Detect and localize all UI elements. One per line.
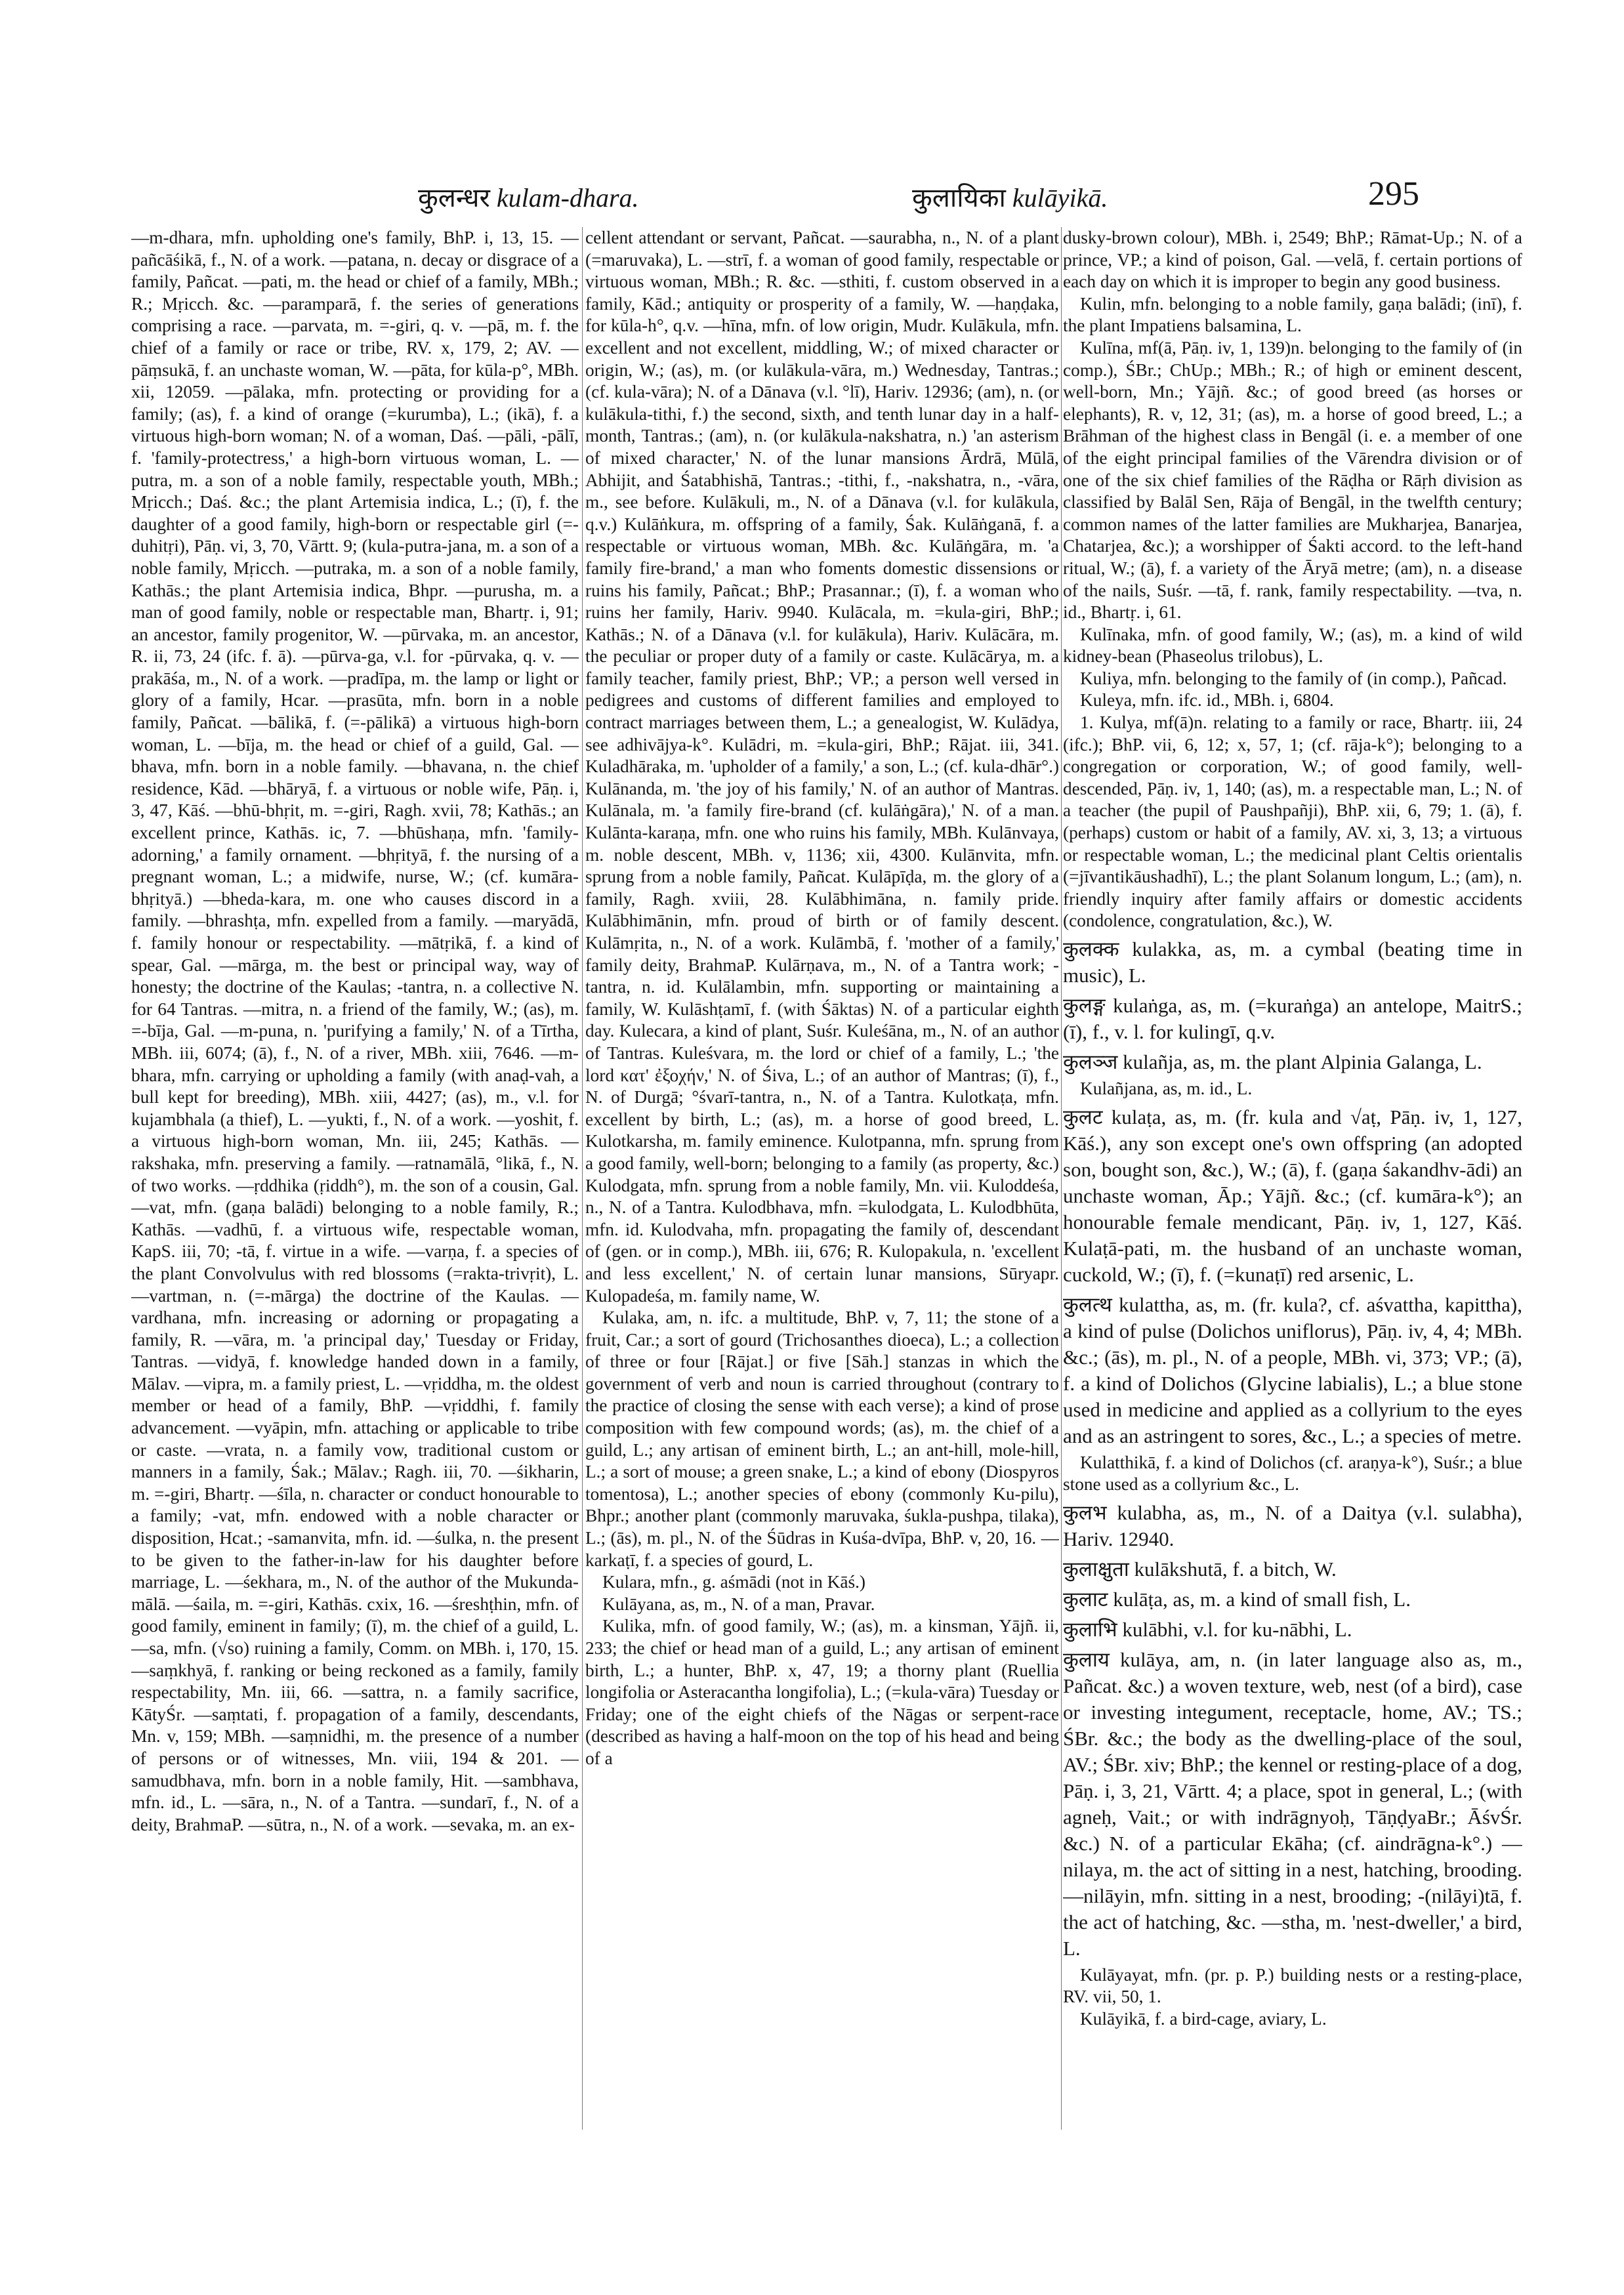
- headword-entry: कुलाभि kulābhi, v.l. for ku-nābhi, L.: [1063, 1617, 1352, 1641]
- right-head-transliteration: kulāyikā.: [1012, 183, 1108, 213]
- headword-entry: कुलत्थ kulattha, as, m. (fr. kula?, cf. aśvattha, kapittha), a kind of pulse (Dolichos uniflorus), Pāṇ. iv, 4, 4; MBh. &c.; (ās), m. pl., N. of a people, MBh. vi, 373; VP.; (ā), f. a kind of Dolichos (Glycine labialis), L.; a blue stone used in medicine and applied as a collyrium to the eyes and as an astringent to sores, &c., L.; a species of metre.: [1063, 1292, 1522, 1447]
- left-head-devanagari: कुलन्धर: [418, 183, 490, 213]
- headword-entry: कुलट kulaṭa, as, m. (fr. kula and √aṭ, Pāṇ. iv, 1, 127, Kāś.), any son except one's own offspring (an adopted son, bought son, &c.), W.; (ā), f. (gaṇa śakandhv-ādi) an unchaste woman, Āp.; Yājñ. &c.; (cf. kumāra-k°); an honourable female mendicant, Pāṇ. iv, 1, 127, Kāś. Kulaṭā-pati, m. the husband of an unchaste woman, cuckold, W.; (ī), f. (=kunaṭī) red arsenic, L.: [1063, 1105, 1522, 1286]
- dictionary-entry: Kulāyana, as, m., N. of a man, Pravar.: [602, 1594, 875, 1614]
- headword-entry: कुलञ्ज kulañja, as, m. the plant Alpinia Galanga, L.: [1063, 1050, 1482, 1073]
- column-divider: [1061, 227, 1062, 2130]
- right-running-head: [912, 178, 1108, 215]
- headword-entry: कुलाट kulāṭa, as, m. a kind of small fish, L.: [1063, 1587, 1411, 1611]
- dictionary-entry: dusky-brown colour), MBh. i, 2549; BhP.; Rāmat-Up.; N. of a prince, VP.; a kind of poison, Gal. —velā, f. certain portions of each day on which it is improper to begin any good business.: [1063, 228, 1522, 292]
- dictionary-entry: Kuleya, mfn. ifc. id., MBh. i, 6804.: [1080, 690, 1334, 711]
- column-1: [131, 227, 579, 2261]
- dictionary-entry: Kulāyayat, mfn. (pr. p. P.) building nests or a resting-place, RV. vii, 50, 1.: [1063, 1964, 1522, 2007]
- dictionary-entry: Kulāyikā, f. a bird-cage, aviary, L.: [1080, 2008, 1327, 2029]
- column-2: [585, 227, 1059, 2261]
- headword-entry: कुलक्क kulakka, as, m. a cymbal (beating time in music), L.: [1063, 938, 1522, 987]
- dictionary-entry: 1. Kulya, mf(ā)n. relating to a family or race, Bhartṛ. iii, 24 (ifc.); BhP. vii, 6, 12; x, 57, 1; (cf. rāja-k°); belonging to a congregation or corporation, W.; of good family, well-descended, Pāṇ. iv, 1, 140; (as), m. a respectable man, L.; N. of a teacher (the pupil of Paushpañji), BhP. xii, 6, 79; 1. (ā), f. (perhaps) custom or habit of a family, AV. xi, 3, 13; a virtuous or respectable woman, L.; the medicinal plant Celtis orientalis (=jīvantikāushadhī), L.; the plant Solanum longum, L.; (am), n. friendly inquiry after family affairs or domestic accidents (condolence, congratulation, &c.), W.: [1063, 713, 1522, 931]
- headword-entry: कुलङ्ग kulaṅga, as, m. (=kuraṅga) an antelope, MaitrS.; (ī), f., v. l. for kulingī, q.v.: [1063, 994, 1522, 1043]
- column-divider: [582, 227, 583, 2130]
- dictionary-entry: Kulaka, am, n. ifc. a multitude, BhP. v, 7, 11; the stone of a fruit, Car.; a sort of gourd (Trichosanthes dioeca), L.; a collection of three or four [Rājat.] or five [Sāh.] stanzas in which the government of verb and noun is carried throughout (contrary to the practice of closing the sense with each verse); a kind of prose composition with few compound words; (as), m. the chief of a guild, L.; any artisan of eminent birth, L.; an ant-hill, mole-hill, L.; a sort of mouse; a green snake, L.; a kind of ebony (Diospyros tomentosa), L.; another species of ebony (commonly Ku-pilu), Bhpr.; another plant (commonly maruvaka, śukla-pushpa, tilaka), L.; (ās), m. pl., N. of the Śūdras in Kuśa-dvīpa, BhP. v, 20, 16. —karkaṭī, f. a species of gourd, L.: [585, 1308, 1059, 1570]
- column-3: [1063, 227, 1522, 2261]
- running-header: [0, 175, 1624, 224]
- headword-entry: कुलभ kulabha, as, m., N. of a Daitya (v.l. sulabha), Hariv. 12940.: [1063, 1500, 1522, 1550]
- page-number: 295: [1368, 175, 1419, 213]
- left-head-transliteration: kulam-dhara.: [496, 183, 639, 213]
- dictionary-entry: Kulīnaka, mfn. of good family, W.; (as), m. a kind of wild kidney-bean (Phaseolus trilobus), L.: [1063, 624, 1522, 667]
- dictionary-entry: Kulin, mfn. belonging to a noble family, gaṇa balādi; (inī), f. the plant Impatiens balsamina, L.: [1063, 293, 1522, 336]
- headword-entry: कुलाक्षुता kulākshutā, f. a bitch, W.: [1063, 1557, 1337, 1581]
- dictionary-entry: Kulatthikā, f. a kind of Dolichos (cf. araṇya-k°), Suśr.; a blue stone used as a collyrium &c., L.: [1063, 1452, 1522, 1495]
- dictionary-entry: —m-dhara, mfn. upholding one's family, BhP. i, 13, 15. —pañcāśikā, f., N. of a work. —patana, n. decay or disgrace of a family, Pañcat. —pati, m. the head or chief of a family, MBh.; R.; Mṛicch. &c. —paramparā, f. the series of generations comprising a race. —parvata, m. =-giri, q. v. —pā, m. f. the chief of a family or race or tribe, RV. x, 179, 2; AV. —pāṃsukā, f. an unchaste woman, W. —pāta, for kūla-p°, MBh. xii, 12059. —pālaka, mfn. protecting or providing for a family; (as), f. a kind of orange (=kurumba), L.; (ikā), f. a virtuous high-born woman; N. of a woman, Daś. —pāli, -pālī, f. 'family-protectress,' a high-born virtuous woman, L. —putra, m. a son of a noble family, respectable youth, MBh.; Mṛicch.; Daś. &c.; the plant Artemisia indica, L.; (ī), f. the daughter of a good family, high-born or respectable girl (=-duhitṛi), Pāṇ. vi, 3, 70, Vārtt. 9; (kula-putra-jana, m. a son of a noble family, Mṛicch. —putraka, m. a son of a noble family, Kathās.; the plant Artemisia indica, Bhpr. —purusha, m. a man of good family, noble or respectable man, Bhartṛ. i, 91; an ancestor, family progenitor, W. —pūrvaka, m. an ancestor, R. ii, 73, 24 (ifc. f. ā). —pūrva-ga, v.l. for -pūrvaka, q. v. —prakāśa, m., N. of a work. —pradīpa, m. the lamp or light or glory of a family, Hcar. —prasūta, mfn. born in a noble family, Pañcat. —bālikā, f. (=-pālikā) a virtuous high-born woman, L. —bīja, m. the head or chief of a guild, Gal. —bhava, mfn. born in a noble family. —bhavana, n. the chief residence, Kād. —bhāryā, f. a virtuous or noble wife, Pāṇ. i, 3, 47, Kāś. —bhū-bhṛit, m. =-giri, Ragh. xvii, 78; Kathās.; an excellent prince, Kathās. ic, 7. —bhūshaṇa, mfn. 'family-adorning,' a family ornament. —bhṛityā, f. the nursing of a pregnant woman, L.; a midwife, nurse, W.; (cf. kumāra-bhṛityā.) —bheda-kara, m. one who causes discord in a family. —bhrashṭa, mfn. expelled from a family. —maryādā, f. family honour or respectability. —mātṛikā, f. a kind of spear, Gal. —mārga, m. the best or principal way, way of honesty; the doctrine of the Kaulas; -tantra, n. a collective N. for 64 Tantras. —mitra, n. a friend of the family, W.; (as), m. =-bīja, Gal. —m-puna, n. 'purifying a family,' N. of a Tīrtha, MBh. iii, 6074; (ā), f., N. of a river, MBh. xiii, 7646. —m-bhara, mfn. carrying or upholding a family (with anaḍ-vah, a bull kept for breeding), MBh. xiii, 4427; (as), m., v.l. for kujambhala (a thief), L. —yukti, f., N. of a work. —yoshit, f. a virtuous high-born woman, Mn. iii, 245; Kathās. —rakshaka, mfn. preserving a family. —ratnamālā, °likā, f., N. of two works. —ṛddhika (ṛiddh°), m. the son of a cousin, Gal. —vat, mfn. (gaṇa balādi) belonging to a noble family, R.; Kathās. —vadhū, f. a virtuous wife, respectable woman, KapS. iii, 70; -tā, f. virtue in a wife. —varṇa, f. a species of the plant Convolvulus with red blossoms (=rakta-trivṛit), L. —vartman, n. (=-mārga) the doctrine of the Kaulas. —vardhana, mfn. increasing or adorning or propagating a family, R. —vāra, m. 'a principal day,' Tuesday or Friday, Tantras. —vidyā, f. knowledge handed down in a family, Mālav. —vipra, m. a family priest, L. —vṛiddha, m. the oldest member or head of a family, BhP. —vṛiddhi, f. family advancement. —vyāpin, mfn. attaching or applicable to tribe or caste. —vrata, n. a family vow, traditional custom or manners in a family, Śak.; Mālav.; Ragh. iii, 70. —śikharin, m. =-giri, Bhartṛ. —śīla, n. character or conduct honourable to a family; -vat, mfn. endowed with a noble character or disposition, Hcat.; -samanvita, mfn. id. —śulka, n. the present to be given to the father-in-law for his daughter before marriage, L. —śekhara, m., N. of the author of the Mukunda-mālā. —śaila, m. =-giri, Kathās. cxix, 16. —śreshṭhin, mfn. of good family, eminent in family; (ī), m. the chief of a guild, L. —sa, mfn. (√so) ruining a family, Comm. on MBh. i, 170, 15. —saṃkhyā, f. ranking or being reckoned as a family, family respectability, Mn. iii, 66. —sattra, n. a family sacrifice, KātyŚr. —saṃtati, f. propagation of a family, descendants, Mn. v, 159; MBh. —saṃnidhi, m. the presence of a number of persons or of witnesses, Mn. viii, 194 & 201. —samudbhava, mfn. born in a noble family, Hit. —sambhava, mfn. id., L. —sāra, n., N. of a Tantra. —sundarī, f., N. of a deity, BrahmaP. —sūtra, n., N. of a work. —sevaka, m. an ex-: [131, 228, 579, 1834]
- dictionary-entry: Kulañjana, as, m. id., L.: [1080, 1079, 1253, 1098]
- left-running-head: [418, 178, 639, 215]
- dictionary-entry: Kuliya, mfn. belonging to the family of (in comp.), Pañcad.: [1080, 668, 1507, 688]
- dictionary-entry: Kulika, mfn. of good family, W.; (as), m. a kinsman, Yājñ. ii, 233; the chief or head man of a guild, L.; any artisan of eminent birth, L.; a hunter, BhP. x, 47, 19; a thorny plant (Ruellia longifolia or Asteracantha longifolia), L.; (=kula-vāra) Tuesday or Friday; one of the eight chiefs of the Nāgas or serpent-race (described as having a half-moon on the top of his head and being of a: [585, 1616, 1059, 1768]
- dictionary-entry: Kulīna, mf(ā, Pāṇ. iv, 1, 139)n. belonging to the family of (in comp.), ŚBr.; ChUp.; MBh.; R.; of high or eminent descent, well-born, Mn.; Yājñ. &c.; of good breed (as horses or elephants), R. v, 12, 31; (as), m. a horse of good breed, L.; a Brāhman of the highest class in Bengāl (i. e. a member of one of the eight principal families of the Vārendra division or of one of the six chief families of the Rāḍha or Rāṛh division as classified by Balāl Sen, Rāja of Bengāl, in the twelfth century; common names of the latter families are Mukharjea, Banarjea, Chatarjea, &c.); a worshipper of Śakti accord. to the left-hand ritual, W.; (ā), f. a variety of the Āryā metre; (am), n. a disease of the nails, Suśr. —tā, f. rank, family respectability. —tva, n. id., Bhartṛ. i, 61.: [1063, 337, 1522, 623]
- dictionary-entry: cellent attendant or servant, Pañcat. —saurabha, n., N. of a plant (=maruvaka), L. —strī, f. a woman of good family, respectable or virtuous woman, MBh.; R. &c. —sthiti, f. custom observed in a family, Kād.; antiquity or prosperity of a family, W. —haṇḍaka, for kūla-h°, q.v. —hīna, mfn. of low origin, Mudr. Kulākula, mfn. excellent and not excellent, middling, W.; of mixed character or origin, W.; (as), m. (or kulākula-vāra, m.) Wednesday, Tantras.; (cf. kula-vāra); N. of a Dānava (v.l. °lī), Hariv. 12936; (am), n. (or kulākula-tithi, f.) the second, sixth, and tenth lunar day in a half-month, Tantras.; (am), n. (or kulākula-nakshatra, n.) 'an asterism of mixed character,' N. of the lunar mansions Ārdrā, Mūlā, Abhijit, and Śatabhishā, Tantras.; -tithi, f., -nakshatra, n., -vāra, m., see before. Kulākuli, m., N. of a Dānava (v.l. for kulākula, q.v.) Kulāṅkura, m. offspring of a family, Śak. Kulāṅganā, f. a respectable or virtuous woman, MBh. &c. Kulāṅgāra, m. 'a family fire-brand,' a man who foments domestic dissensions or ruins his family, Pañcat.; BhP.; Prasannar.; (ī), f. a woman who ruins her family, Hariv. 9940. Kulācala, m. =kula-giri, BhP.; Kathās.; N. of a Dānava (v.l. for kulākula), Hariv. Kulācāra, m. the peculiar or proper duty of a family or caste. Kulācārya, m. a family teacher, family priest, BhP.; VP.; a person well versed in pedigrees and customs of different families and employed to contract marriages between them, L.; a genealogist, W. Kulādya, see adhivājya-k°. Kulādri, m. =kula-giri, BhP.; Rājat. iii, 341. Kuladhāraka, m. 'upholder of a family,' a son, L.; (cf. kula-dhār°.) Kulānanda, m. 'the joy of his family,' N. of an author of Mantras. Kulānala, m. 'a family fire-brand (cf. kulāṅgāra),' N. of a man. Kulānta-karaṇa, mfn. one who ruins his family, MBh. Kulānvaya, m. noble descent, MBh. v, 1136; xii, 4300. Kulānvita, mfn. sprung from a noble family, Pañcat. Kulāpīḍa, m. the glory of a family, Ragh. xviii, 28. Kulābhimāna, n. family pride. Kulābhimānin, mfn. proud of birth or of family descent. Kulāmṛita, n., N. of a work. Kulāmbā, f. 'mother of a family,' family deity, BrahmaP. Kulārṇava, m., N. of a Tantra work; -tantra, n. id. Kulālambin, mfn. supporting or maintaining a family, W. Kulāshṭamī, f. (with Śāktas) N. of a particular eighth day. Kulecara, a kind of plant, Suśr. Kuleśāna, m., N. of an author of Tantras. Kuleśvara, m. the lord or chief of a family, L.; 'the lord κατ' ἐξοχήν,' N. of Śiva, L.; of an author of Mantras; (ī), f., N. of Durgā; °śvarī-tantra, n., N. of a Tantra. Kulotkaṭa, mfn. excellent by birth, L.; (as), m. a horse of good breed, L. Kulotkarsha, m. family eminence. Kulotpanna, mfn. sprung from a good family, well-born; belonging to a family (as property, &c.) Kulodgata, mfn. sprung from a noble family, Mn. vii. Kuloddeśa, n., N. of a Tantra. Kulodbhava, mfn. =kulodgata, L. Kulodbhūta, mfn. id. Kulodvaha, mfn. propagating the family of, descendant of (gen. or in comp.), MBh. iii, 676; R. Kulopakula, n. 'excellent and less excellent,' N. of certain lunar mansions, Sūryapr. Kulopadeśa, m. family name, W.: [585, 228, 1059, 1306]
- dictionary-entry: Kulara, mfn., g. aśmādi (not in Kāś.): [602, 1572, 866, 1592]
- right-head-devanagari: कुलायिका: [912, 183, 1006, 213]
- headword-entry: कुलाय kulāya, am, n. (in later language also as, m., Pañcat. &c.) a woven texture, web, nest (of a bird), case or investing integument, receptacle, home, AV.; TS.; ŚBr. &c.; the body as the dwelling-place of the soul, AV.; ŚBr. xiv; BhP.; the kennel or resting-place of a dog, Pāṇ. i, 3, 21, Vārtt. 4; a place, spot in general, L.; (with agneḥ, Vait.; or with indrāgnyoḥ, TāṇḍyaBr.; ĀśvŚr. &c.) N. of a particular Ekāha; (cf. aindrāgna-k°.) —nilaya, m. the act of sitting in a nest, hatching, brooding. —nilāyin, mfn. sitting in a nest, brooding; -(nilāyi)tā, f. the act of hatching, &c. —stha, m. 'nest-dweller,' a bird, L.: [1063, 1647, 1522, 1960]
